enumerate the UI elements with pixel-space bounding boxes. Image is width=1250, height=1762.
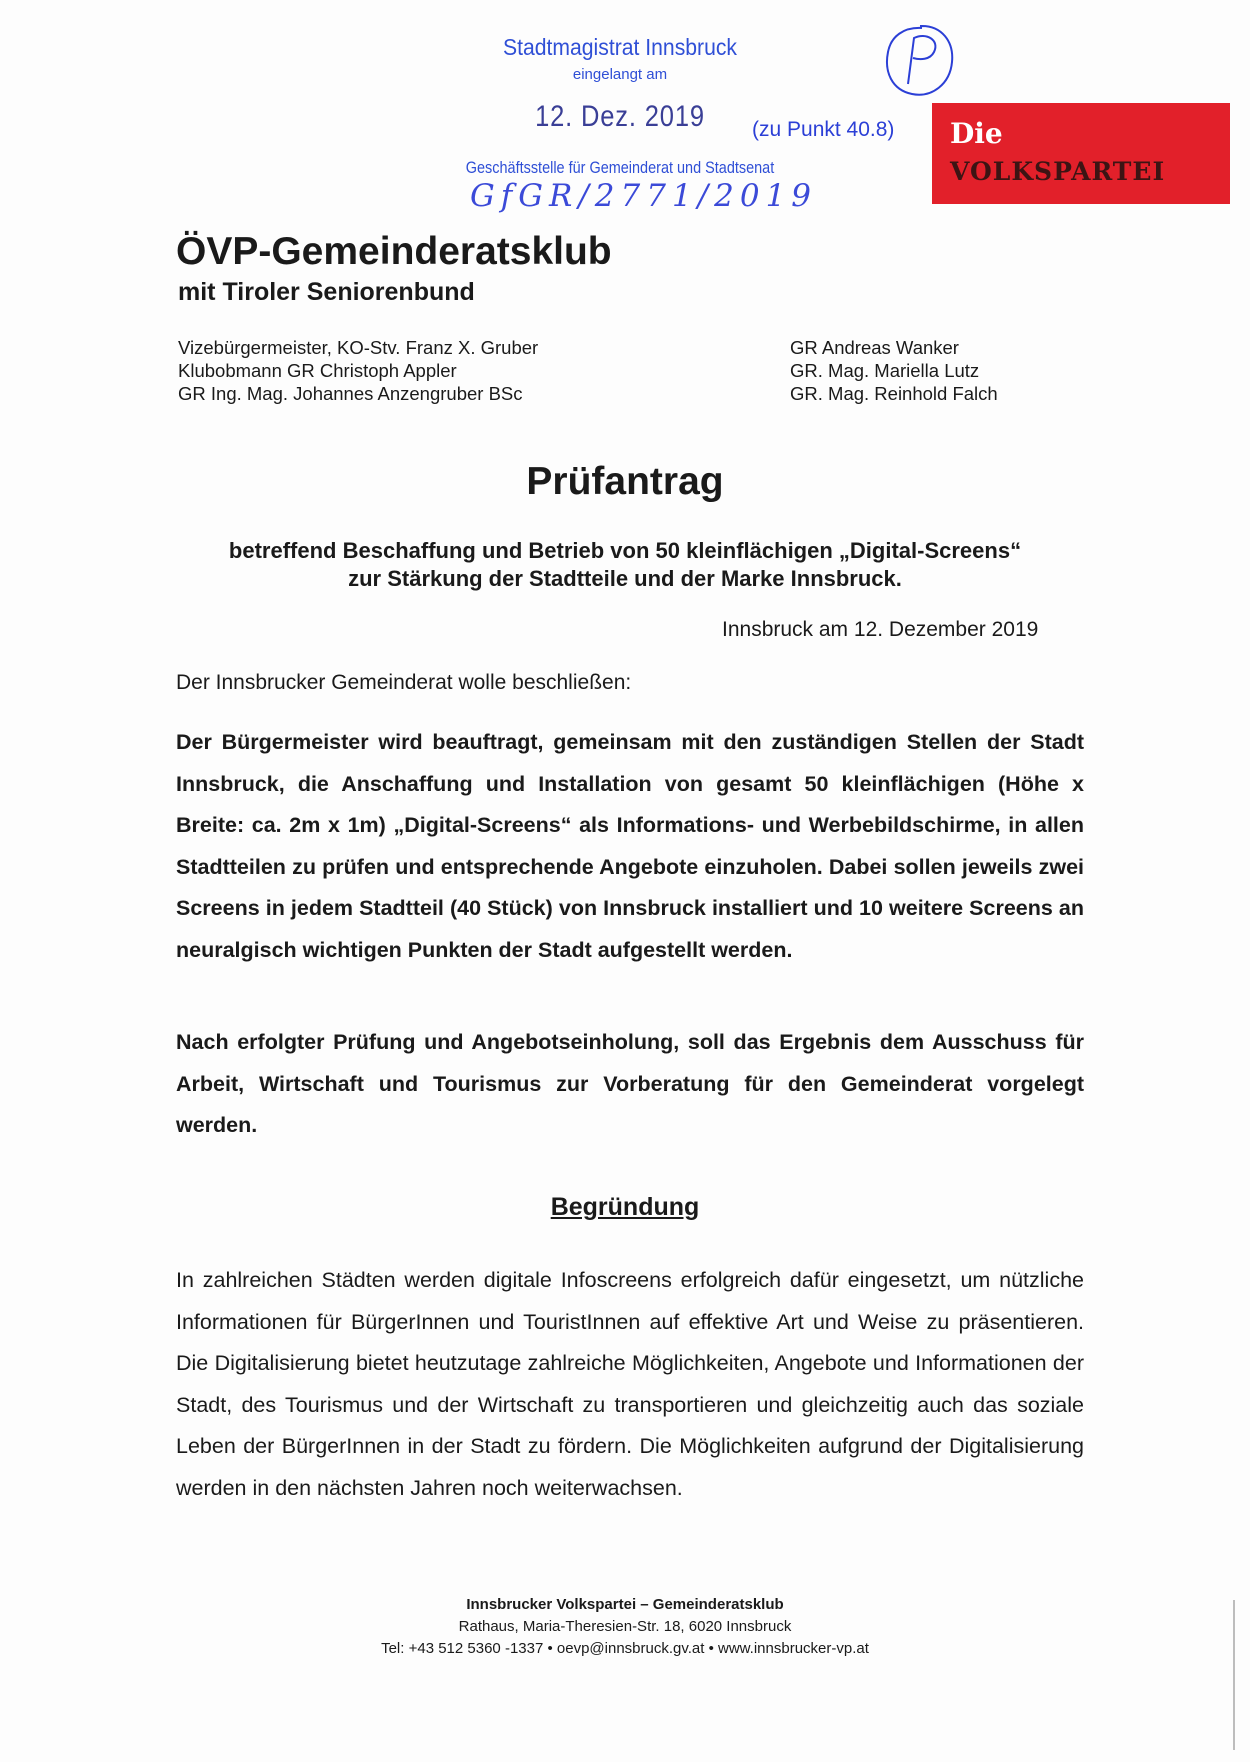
footer-address: Rathaus, Maria-Theresien-Str. 18, 6020 Innsbruck [458,1618,792,1635]
stamp-received-label: eingelangt am [572,66,668,83]
members-left [178,336,538,405]
stamp-date: 12. Dez. 2019 [535,100,705,133]
intro-line: Der Innsbrucker Gemeinderat wolle beschließen: [176,671,632,694]
circled-p-icon [880,22,958,102]
document-title: Prüfantrag [526,460,724,503]
logo-line-1: Die [950,117,1003,150]
stamp-handwritten-number: GfGR/2771/2019 [470,178,818,214]
logo-line-2: VOLKSPARTEI [950,157,1166,186]
member-name: GR. Mag. Mariella Lutz [790,360,980,381]
member-name: GR Ing. Mag. Johannes Anzengruber BSc [178,383,523,404]
scan-edge-line [1233,1600,1235,1750]
motion-paragraph-1: Der Bürgermeister wird beauftragt, gemeinsam mit den zuständigen Stellen der Stadt Innsbruck, die Anschaffung und Installation von gesamt 50 kleinflächigen (Höhe x Breite: ca. 2m x 1m) „Digital-Screens“ als Informations- und Werbebildschirme, in allen Stadtteilen zu prüfen und entsprechende Angebote einzuholen. Dabei sollen jeweils zwei Screens in jedem Stadtteil (40 Stück) von Innsbruck installiert und 10 weitere Screens an neuralgisch wichtigen Punkten der Stadt aufgestellt werden. [176,730,1084,962]
subject-line-1: betreffend Beschaffung und Betrieb von 50 kleinflächigen „Digital-Screens“ [228,538,1022,563]
club-title: ÖVP-Gemeinderatsklub [176,230,612,273]
date-line: Innsbruck am 12. Dezember 2019 [722,618,1039,641]
footer-organization: Innsbrucker Volkspartei – Gemeinderatsklub [466,1596,784,1613]
member-name: Vizebürgermeister, KO-Stv. Franz X. Gruber [178,337,539,358]
member-name: GR. Mag. Reinhold Falch [790,383,998,404]
stamp-office: Stadtmagistrat Innsbruck [502,34,738,60]
members-right [790,336,998,405]
club-subtitle: mit Tiroler Seniorenbund [178,278,475,306]
reason-heading: Begründung [550,1193,700,1221]
subject-line-2: zur Stärkung der Stadtteile und der Marke Innsbruck. [348,566,902,591]
member-name: Klubobmann GR Christoph Appler [178,360,457,381]
motion-paragraph-2: Nach erfolgter Prüfung und Angebotseinholung, soll das Ergebnis dem Ausschuss für Arbeit, Wirtschaft und Tourismus zur Vorberatung für den Gemeinderat vorgelegt werden. [176,1030,1084,1137]
party-logo [932,103,1230,204]
footer-contact: Tel: +43 512 5360 -1337 • oevp@innsbruck.gv.at • www.innsbrucker-vp.at [381,1640,869,1657]
reason-paragraph: In zahlreichen Städten werden digitale Infoscreens erfolgreich dafür eingesetzt, um nützliche Informationen für BürgerInnen und TouristInnen auf effektive Art und Weise zu präsentieren. Die Digitalisierung bietet heutzutage zahlreiche Möglichkeiten, Angebote und Informationen der Stadt, des Tourismus und der Wirtschaft zu transportieren und gleichzeitig auch das soziale Leben der BürgerInnen in der Stadt zu fördern. Die Möglichkeiten aufgrund der Digitalisierung werden in den nächsten Jahren noch weiterwachsen. [176,1268,1084,1500]
member-name: GR Andreas Wanker [790,337,959,358]
stamp-office-department: Geschäftsstelle für Gemeinderat und Stadtsenat [465,158,775,177]
reference-note: (zu Punkt 40.8) [752,118,895,141]
